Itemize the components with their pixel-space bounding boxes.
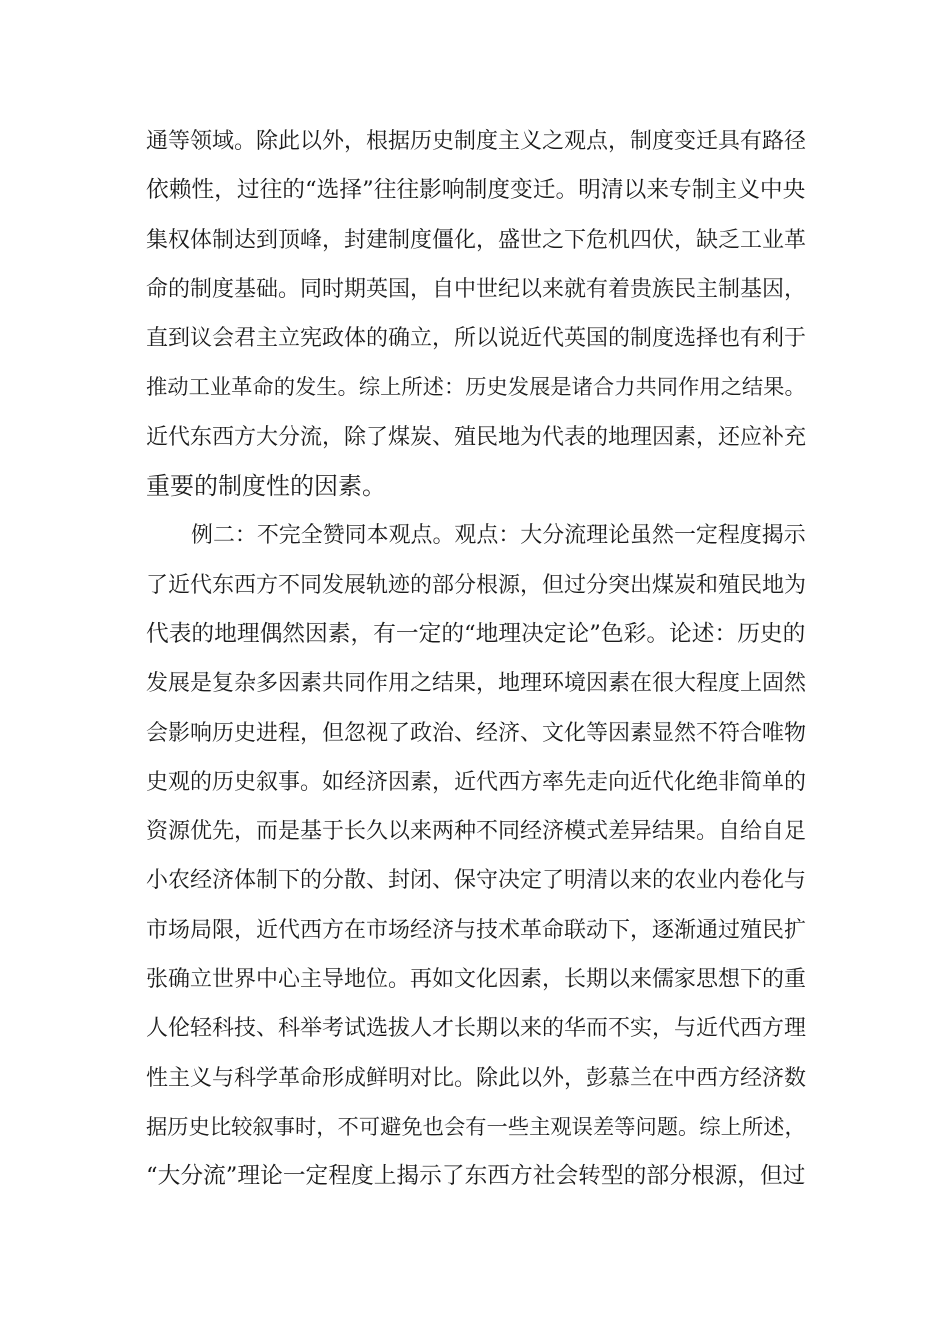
text-line: “大分流”理论一定程度上揭示了东西方社会转型的部分根源，但过 xyxy=(146,1163,806,1190)
text-line: 性主义与科学革命形成鲜明对比。除此以外，彭慕兰在中西方经济数 xyxy=(146,1065,807,1091)
text-line: 人伦轻科技、科举考试选拔人才长期以来的华而不实，与近代西方理 xyxy=(146,1016,807,1042)
body-text xyxy=(146,117,806,1202)
text-line: 例二：不完全赞同本观点。观点：大分流理论虽然一定程度揭示 xyxy=(191,523,806,549)
text-line: 发展是复杂多因素共同作用之结果，地理环境因素在很大程度上固然 xyxy=(146,671,807,697)
text-line: 代表的地理偶然因素，有一定的“地理决定论”色彩。论述：历史的 xyxy=(146,620,806,647)
text-line: 重要的制度性的因素。 xyxy=(146,472,386,501)
text-line: 近代东西方大分流，除了煤炭、殖民地为代表的地理因素，还应补充 xyxy=(146,424,807,450)
text-line: 通等领域。除此以外，根据历史制度主义之观点，制度变迁具有路径 xyxy=(146,129,807,154)
text-line: 小农经济体制下的分散、封闭、保守决定了明清以来的农业内卷化与 xyxy=(146,868,807,894)
text-line: 了近代东西方不同发展轨迹的部分根源，但过分突出煤炭和殖民地为 xyxy=(146,572,807,598)
text-line: 史观的历史叙事。如经济因素，近代西方率先走向近代化绝非简单的 xyxy=(146,769,807,795)
paragraph-2 xyxy=(146,511,806,1201)
text-line: 资源优先，而是基于长久以来两种不同经济模式差异结果。自给自足 xyxy=(146,819,807,845)
text-line: 依赖性，过往的“选择”往往影响制度变迁。明清以来专制主义中央 xyxy=(146,177,806,204)
text-line: 张确立世界中心主导地位。再如文化因素，长期以来儒家思想下的重 xyxy=(146,967,807,993)
text-line: 推动工业革命的发生。综上所述：历史发展是诸合力共同作用之结果。 xyxy=(146,375,806,401)
text-line: 据历史比较叙事时，不可避免也会有一些主观误差等问题。综上所述， xyxy=(146,1114,806,1140)
text-line: 命的制度基础。同时期英国，自中世纪以来就有着贵族民主制基因， xyxy=(146,276,807,302)
text-line: 集权体制达到顶峰，封建制度僵化，盛世之下危机四伏，缺乏工业革 xyxy=(146,227,807,253)
text-line: 会影响历史进程，但忽视了政治、经济、文化等因素显然不符合唯物 xyxy=(146,720,807,746)
paragraph-1 xyxy=(146,117,806,511)
text-line: 直到议会君主立宪政体的确立，所以说近代英国的制度选择也有利于 xyxy=(146,326,807,352)
text-line: 市场局限，近代西方在市场经济与技术革命联动下，逐渐通过殖民扩 xyxy=(146,917,807,943)
